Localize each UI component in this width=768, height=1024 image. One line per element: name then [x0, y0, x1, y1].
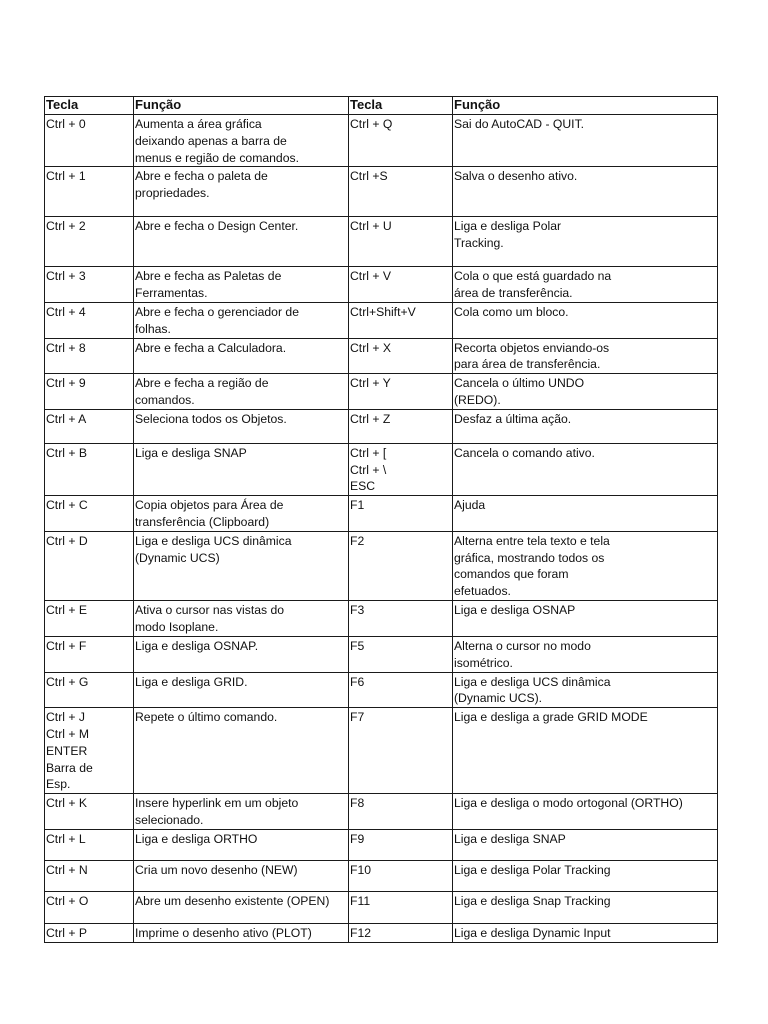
header-key-1: Tecla — [45, 97, 134, 115]
function-cell: Liga e desliga Polar Tracking — [453, 860, 718, 891]
function-cell: Ativa o cursor nas vistas do modo Isoplane. — [134, 600, 349, 636]
function-cell: Copia objetos para Área de transferência (Clipboard) — [134, 496, 349, 532]
table-row — [45, 829, 718, 860]
table-row — [45, 409, 718, 443]
function-cell: Abre e fecha a Calculadora. — [134, 338, 349, 374]
function-cell: Liga e desliga Dynamic Input — [453, 923, 718, 942]
function-cell: Liga e desliga UCS dinâmica (Dynamic UCS) — [134, 531, 349, 600]
table-row — [45, 302, 718, 338]
table-header-row — [45, 97, 718, 115]
function-cell: Cancela o último UNDO (REDO). — [453, 374, 718, 410]
function-cell: Alterna o cursor no modo isométrico. — [453, 636, 718, 672]
function-cell: Abre e fecha as Paletas de Ferramentas. — [134, 267, 349, 303]
function-cell: Abre e fecha a região de comandos. — [134, 374, 349, 410]
function-cell: Abre um desenho existente (OPEN) — [134, 891, 349, 923]
key-cell: Ctrl +S — [349, 167, 453, 217]
function-cell: Ajuda — [453, 496, 718, 532]
table-row — [45, 636, 718, 672]
function-cell: Cria um novo desenho (NEW) — [134, 860, 349, 891]
key-cell: Ctrl + 3 — [45, 267, 134, 303]
function-cell: Alterna entre tela texto e tela gráfica, mostrando todos os comandos que foram efetuados. — [453, 531, 718, 600]
table-row — [45, 600, 718, 636]
key-cell: Ctrl + F — [45, 636, 134, 672]
function-cell: Sai do AutoCAD - QUIT. — [453, 115, 718, 167]
key-cell: Ctrl + J Ctrl + M ENTER Barra de Esp. — [45, 708, 134, 794]
function-cell: Seleciona todos os Objetos. — [134, 409, 349, 443]
key-cell: F3 — [349, 600, 453, 636]
key-cell: Ctrl + U — [349, 217, 453, 267]
function-cell: Cola o que está guardado na área de transferência. — [453, 267, 718, 303]
table-row — [45, 443, 718, 495]
function-cell: Liga e desliga a grade GRID MODE — [453, 708, 718, 794]
key-cell: F9 — [349, 829, 453, 860]
key-cell: Ctrl + 2 — [45, 217, 134, 267]
function-cell: Liga e desliga Snap Tracking — [453, 891, 718, 923]
function-cell: Liga e desliga SNAP — [453, 829, 718, 860]
key-cell: Ctrl + O — [45, 891, 134, 923]
key-cell: Ctrl + 8 — [45, 338, 134, 374]
function-cell: Liga e desliga UCS dinâmica (Dynamic UCS). — [453, 672, 718, 708]
function-cell: Abre e fecha o Design Center. — [134, 217, 349, 267]
header-function-1: Função — [134, 97, 349, 115]
function-cell: Desfaz a última ação. — [453, 409, 718, 443]
key-cell: Ctrl + N — [45, 860, 134, 891]
table-row — [45, 708, 718, 794]
table-row — [45, 338, 718, 374]
key-cell: Ctrl + D — [45, 531, 134, 600]
function-cell: Cola como um bloco. — [453, 302, 718, 338]
key-cell: Ctrl + V — [349, 267, 453, 303]
table-row — [45, 531, 718, 600]
key-cell: Ctrl + 9 — [45, 374, 134, 410]
key-cell: Ctrl + X — [349, 338, 453, 374]
key-cell: F10 — [349, 860, 453, 891]
function-cell: Liga e desliga GRID. — [134, 672, 349, 708]
function-cell: Liga e desliga SNAP — [134, 443, 349, 495]
key-cell: Ctrl + C — [45, 496, 134, 532]
table-row — [45, 923, 718, 942]
function-cell: Imprime o desenho ativo (PLOT) — [134, 923, 349, 942]
key-cell: Ctrl + G — [45, 672, 134, 708]
key-cell: Ctrl+Shift+V — [349, 302, 453, 338]
function-cell: Liga e desliga OSNAP. — [134, 636, 349, 672]
function-cell: Liga e desliga Polar Tracking. — [453, 217, 718, 267]
function-cell: Recorta objetos enviando-os para área de transferência. — [453, 338, 718, 374]
table-row — [45, 267, 718, 303]
key-cell: Ctrl + P — [45, 923, 134, 942]
key-cell: F6 — [349, 672, 453, 708]
table-row — [45, 496, 718, 532]
key-cell: F11 — [349, 891, 453, 923]
key-cell: F5 — [349, 636, 453, 672]
table-row — [45, 672, 718, 708]
function-cell: Aumenta a área gráfica deixando apenas a barra de menus e região de comandos. — [134, 115, 349, 167]
key-cell: Ctrl + L — [45, 829, 134, 860]
table-row — [45, 860, 718, 891]
key-cell: Ctrl + A — [45, 409, 134, 443]
function-cell: Cancela o comando ativo. — [453, 443, 718, 495]
key-cell: F7 — [349, 708, 453, 794]
key-cell: Ctrl + Y — [349, 374, 453, 410]
function-cell: Repete o último comando. — [134, 708, 349, 794]
function-cell: Insere hyperlink em um objeto selecionado. — [134, 794, 349, 830]
key-cell: Ctrl + 0 — [45, 115, 134, 167]
function-cell: Abre e fecha o paleta de propriedades. — [134, 167, 349, 217]
key-cell: Ctrl + Q — [349, 115, 453, 167]
function-cell: Liga e desliga o modo ortogonal (ORTHO) — [453, 794, 718, 830]
function-cell: Liga e desliga ORTHO — [134, 829, 349, 860]
key-cell: Ctrl + [ Ctrl + \ ESC — [349, 443, 453, 495]
shortcuts-table — [44, 96, 718, 943]
key-cell: F12 — [349, 923, 453, 942]
key-cell: F2 — [349, 531, 453, 600]
key-cell: Ctrl + 1 — [45, 167, 134, 217]
table-row — [45, 217, 718, 267]
table-row — [45, 891, 718, 923]
key-cell: Ctrl + Z — [349, 409, 453, 443]
key-cell: Ctrl + K — [45, 794, 134, 830]
header-key-2: Tecla — [349, 97, 453, 115]
function-cell: Liga e desliga OSNAP — [453, 600, 718, 636]
header-function-2: Função — [453, 97, 718, 115]
table-row — [45, 115, 718, 167]
key-cell: Ctrl + B — [45, 443, 134, 495]
key-cell: Ctrl + E — [45, 600, 134, 636]
key-cell: Ctrl + 4 — [45, 302, 134, 338]
table-row — [45, 794, 718, 830]
function-cell: Abre e fecha o gerenciador de folhas. — [134, 302, 349, 338]
function-cell: Salva o desenho ativo. — [453, 167, 718, 217]
key-cell: F1 — [349, 496, 453, 532]
table-row — [45, 374, 718, 410]
table-row — [45, 167, 718, 217]
key-cell: F8 — [349, 794, 453, 830]
